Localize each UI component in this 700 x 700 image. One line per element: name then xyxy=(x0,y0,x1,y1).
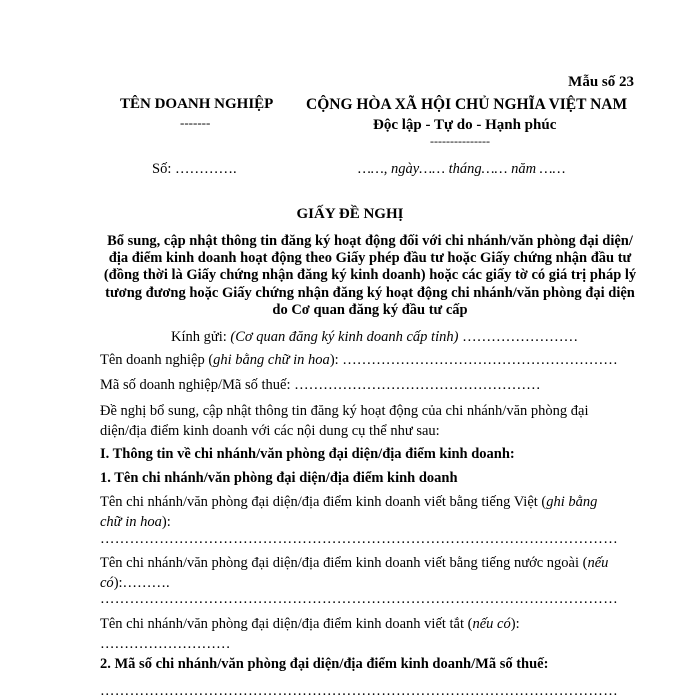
company-name-hint: ghi bằng chữ in hoa xyxy=(213,352,330,368)
motto-rule: --------------- xyxy=(430,134,490,148)
foreign-name-text: Tên chi nhánh/văn phòng đại diện/địa điểm kinh doanh viết bằng tiếng nước ngoài ( xyxy=(100,555,588,571)
document-title: GIẤY ĐỀ NGHỊ xyxy=(296,206,404,222)
short-name-label xyxy=(100,614,620,654)
document-subtitle: Bổ sung, cập nhật thông tin đăng ký hoạt động đối với chi nhánh/văn phòng đại diện/địa điểm kinh doanh hoạt động theo Giấy phép đầu tư hoặc Giấy chứng nhận đầu tư (đồng thời là Giấy chứng nhận đăng ký kinh doanh) hoặc các giấy tờ có giá trị pháp lý tương đương hoặc Giấy chứng nhận đăng ký hoạt động chi nhánh/văn phòng đại diện do Cơ quan đăng ký đầu tư cấp xyxy=(103,233,637,318)
recipient-line xyxy=(171,329,578,346)
vietnamese-name-label xyxy=(100,492,620,532)
recipient-dots: …………………… xyxy=(458,329,579,345)
vietnamese-name-text: Tên chi nhánh/văn phòng đại diện/địa điểm kinh doanh viết bằng tiếng Việt ( xyxy=(100,494,547,510)
document-number: Số: …………. xyxy=(152,161,237,177)
short-name-text: Tên chi nhánh/văn phòng đại diện/địa điểm kinh doanh viết tắt ( xyxy=(100,616,473,632)
short-name-hint: nếu có xyxy=(472,616,511,632)
foreign-name-label xyxy=(100,553,620,593)
short-name-field: ): ……………………… xyxy=(100,616,520,652)
form-number: Mẫu số 23 xyxy=(568,74,634,90)
company-name-label: Tên doanh nghiệp ( xyxy=(100,352,214,368)
recipient-value: (Cơ quan đăng ký kinh doanh cấp tỉnh) xyxy=(230,329,459,345)
company-name-field: ): ………………………………………………… xyxy=(329,352,618,368)
item-2-dotted-field: …………………………………………………………………………………………… xyxy=(100,683,618,699)
document-date: ……, ngày…… tháng…… năm …… xyxy=(358,161,566,177)
company-rule: ------- xyxy=(180,115,211,130)
foreign-name-field: ):………. xyxy=(113,575,170,591)
item-1-heading: 1. Tên chi nhánh/văn phòng đại diện/địa điểm kinh doanh xyxy=(100,470,458,486)
request-paragraph: Đề nghị bổ sung, cập nhật thông tin đăng ký hoạt động của chi nhánh/văn phòng đại diện/địa điểm kinh doanh với các nội dung cụ thể như sau: xyxy=(100,403,589,439)
national-motto: Độc lập - Tự do - Hạnh phúc xyxy=(373,117,557,133)
foreign-name-hint: nếu có xyxy=(100,555,609,591)
recipient-label: Kính gửi: xyxy=(171,329,231,345)
item-2-heading: 2. Mã số chi nhánh/văn phòng đại diện/địa điểm kinh doanh/Mã số thuế: xyxy=(100,656,549,672)
company-name-heading: TÊN DOANH NGHIỆP xyxy=(120,96,274,112)
vietnamese-name-hint: ghi bằng chữ in hoa xyxy=(100,494,598,530)
section-1-heading: I. Thông tin về chi nhánh/văn phòng đại diện/địa điểm kinh doanh: xyxy=(100,446,515,462)
foreign-name-dotted-field: …………………………………………………………………………………………… xyxy=(100,591,618,607)
vietnamese-name-field: …………………………………………………………………………………………… xyxy=(100,531,618,547)
tax-code-line: Mã số doanh nghiệp/Mã số thuế: …………………………………………… xyxy=(100,377,541,393)
national-title: CỘNG HÒA XÃ HỘI CHỦ NGHĨA VIỆT NAM xyxy=(306,96,628,113)
vietnamese-name-close: ): xyxy=(161,514,171,530)
company-name-line xyxy=(100,352,618,369)
